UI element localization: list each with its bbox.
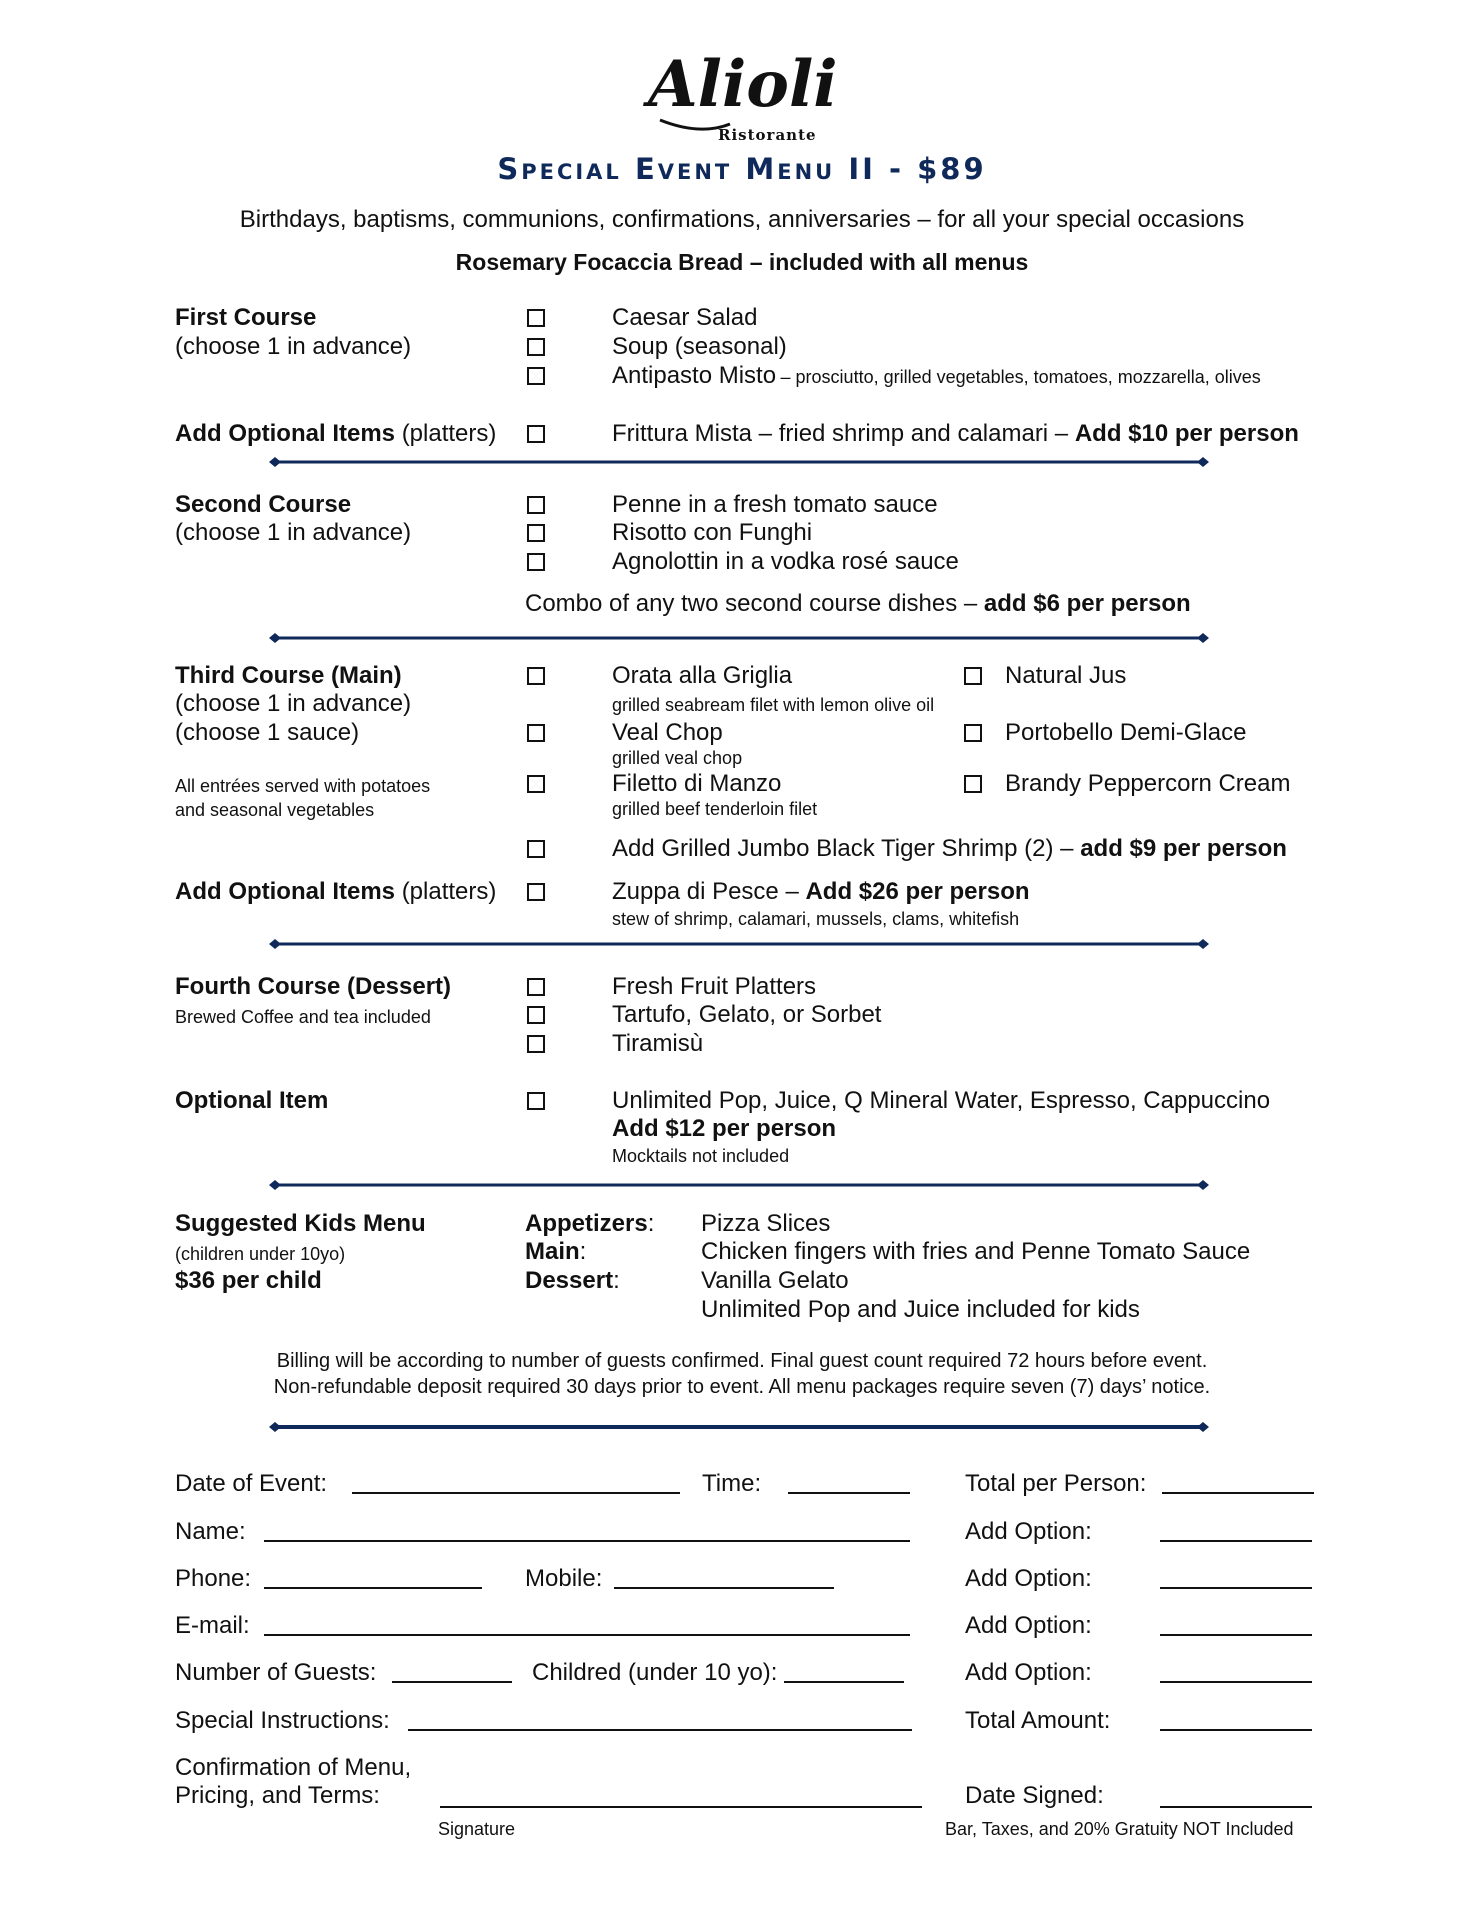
field-email[interactable] bbox=[264, 1634, 910, 1636]
field-add-option-4[interactable] bbox=[1160, 1681, 1312, 1683]
mocktails-note: Mocktails not included bbox=[612, 1146, 790, 1166]
label-email: E-mail: bbox=[175, 1612, 250, 1639]
first-course-note: (choose 1 in advance) bbox=[175, 333, 412, 360]
antipasto-description: – prosciutto, grilled vegetables, tomatoes, mozzarella, olives bbox=[780, 367, 1261, 387]
orata-description: grilled seabream filet with lemon olive oil bbox=[612, 695, 935, 715]
field-mobile[interactable] bbox=[614, 1587, 834, 1589]
checkbox-penne[interactable] bbox=[527, 496, 545, 514]
field-date-signed[interactable] bbox=[1160, 1806, 1312, 1808]
billing-note-1: Billing will be according to number of guests confirmed. Final guest count required 72 hours before event. bbox=[276, 1350, 1208, 1372]
field-signature[interactable] bbox=[440, 1806, 922, 1808]
third-optional-label: Add Optional Items (platters) bbox=[175, 878, 497, 905]
first-course-heading: First Course bbox=[175, 304, 317, 331]
section-divider bbox=[268, 1179, 1210, 1191]
item-tartufo: Tartufo, Gelato, or Sorbet bbox=[612, 1001, 882, 1028]
item-shrimp: Add Grilled Jumbo Black Tiger Shrimp (2) – add $9 per person bbox=[612, 835, 1287, 862]
checkbox-veal-chop[interactable] bbox=[527, 724, 545, 742]
field-date-of-event[interactable] bbox=[352, 1492, 680, 1494]
kids-label-appetizers: Appetizers: bbox=[525, 1210, 655, 1237]
item-soup: Soup (seasonal) bbox=[612, 333, 787, 360]
label-time: Time: bbox=[702, 1470, 762, 1497]
label-phone: Phone: bbox=[175, 1565, 252, 1592]
field-number-of-guests[interactable] bbox=[392, 1681, 512, 1683]
section-divider bbox=[268, 456, 1210, 468]
label-special-instructions: Special Instructions: bbox=[175, 1707, 390, 1734]
item-filetto: Filetto di Manzo bbox=[612, 770, 782, 797]
item-penne: Penne in a fresh tomato sauce bbox=[612, 491, 938, 518]
kids-value-dessert: Vanilla Gelato bbox=[701, 1267, 849, 1294]
optional-item-label: Optional Item bbox=[175, 1087, 329, 1114]
item-antipasto-misto: Antipasto Misto – prosciutto, grilled vegetables, tomatoes, mozzarella, olives bbox=[612, 362, 1261, 389]
field-time[interactable] bbox=[788, 1492, 910, 1494]
kids-menu-price: $36 per child bbox=[175, 1267, 322, 1294]
item-caesar-salad: Caesar Salad bbox=[612, 304, 758, 331]
checkbox-tartufo[interactable] bbox=[527, 1006, 545, 1024]
page-title: SPECIAL EVENT MENU II - $89 bbox=[497, 152, 987, 186]
label-mobile: Mobile: bbox=[525, 1565, 603, 1592]
logo-subtitle: Ristorante bbox=[718, 126, 817, 144]
label-add-option-1: Add Option: bbox=[965, 1518, 1092, 1545]
item-zuppa: Zuppa di Pesce – Add $26 per person bbox=[612, 878, 1030, 905]
checkbox-orata[interactable] bbox=[527, 667, 545, 685]
third-course-sauce-note: (choose 1 sauce) bbox=[175, 719, 360, 746]
footer-note: Bar, Taxes, and 20% Gratuity NOT Included bbox=[945, 1819, 1294, 1839]
kids-label-dessert: Dessert: bbox=[525, 1267, 620, 1294]
third-course-heading: Third Course (Main) bbox=[175, 662, 402, 689]
checkbox-agnolottin[interactable] bbox=[527, 553, 545, 571]
field-total-amount[interactable] bbox=[1160, 1729, 1312, 1731]
label-children: Childred (under 10 yo): bbox=[532, 1659, 778, 1686]
checkbox-natural-jus[interactable] bbox=[964, 667, 982, 685]
bread-note: Rosemary Focaccia Bread – included with all menus bbox=[455, 249, 1029, 275]
section-divider bbox=[268, 1421, 1210, 1433]
sauce-portobello: Portobello Demi-Glace bbox=[1005, 719, 1247, 746]
field-special-instructions[interactable] bbox=[408, 1729, 912, 1731]
drinks-price: Add $12 per person bbox=[612, 1115, 837, 1142]
label-number-of-guests: Number of Guests: bbox=[175, 1659, 377, 1686]
checkbox-brandy-peppercorn[interactable] bbox=[964, 775, 982, 793]
label-confirmation: Confirmation of Menu, bbox=[175, 1754, 412, 1781]
checkbox-fruit-platters[interactable] bbox=[527, 978, 545, 996]
second-course-note: (choose 1 in advance) bbox=[175, 519, 412, 546]
occasions-subtitle: Birthdays, baptisms, communions, confirmations, anniversaries – for all your special occasions bbox=[239, 206, 1245, 233]
field-name[interactable] bbox=[264, 1540, 910, 1542]
sauce-natural-jus: Natural Jus bbox=[1005, 662, 1127, 689]
label-total-per-person: Total per Person: bbox=[965, 1470, 1147, 1497]
entree-served-note-2: and seasonal vegetables bbox=[175, 800, 375, 820]
fourth-course-note: Brewed Coffee and tea included bbox=[175, 1007, 431, 1027]
kids-label-main: Main: bbox=[525, 1238, 587, 1265]
item-frittura-mista: Frittura Mista – fried shrimp and calamari – Add $10 per person bbox=[612, 420, 1299, 447]
field-add-option-3[interactable] bbox=[1160, 1634, 1312, 1636]
kids-menu-note: (children under 10yo) bbox=[175, 1244, 346, 1264]
label-add-option-2: Add Option: bbox=[965, 1565, 1092, 1592]
item-agnolottin: Agnolottin in a vodka rosé sauce bbox=[612, 548, 959, 575]
field-phone[interactable] bbox=[264, 1587, 482, 1589]
section-divider bbox=[268, 632, 1210, 644]
billing-note-2: Non-refundable deposit required 30 days prior to event. All menu packages require seven (7) days’ notice. bbox=[273, 1376, 1211, 1398]
item-fruit-platters: Fresh Fruit Platters bbox=[612, 973, 817, 1000]
item-orata: Orata alla Griglia bbox=[612, 662, 793, 689]
sauce-brandy-peppercorn: Brandy Peppercorn Cream bbox=[1005, 770, 1291, 797]
entree-served-note: All entrées served with potatoes bbox=[175, 776, 431, 796]
section-divider bbox=[268, 938, 1210, 950]
kids-menu-heading: Suggested Kids Menu bbox=[175, 1210, 426, 1237]
kids-extra: Unlimited Pop and Juice included for kids bbox=[701, 1296, 1140, 1323]
checkbox-unlimited-drinks[interactable] bbox=[527, 1092, 545, 1110]
checkbox-tiramisu[interactable] bbox=[527, 1035, 545, 1053]
filetto-description: grilled beef tenderloin filet bbox=[612, 799, 818, 819]
checkbox-antipasto-misto[interactable] bbox=[527, 367, 545, 385]
checkbox-zuppa[interactable] bbox=[527, 883, 545, 901]
label-add-option-4: Add Option: bbox=[965, 1659, 1092, 1686]
logo-wordmark: Alioli bbox=[648, 47, 838, 122]
field-add-option-1[interactable] bbox=[1160, 1540, 1312, 1542]
kids-value-appetizers: Pizza Slices bbox=[701, 1210, 831, 1237]
label-name: Name: bbox=[175, 1518, 246, 1545]
third-course-note: (choose 1 in advance) bbox=[175, 690, 412, 717]
item-veal-chop: Veal Chop bbox=[612, 719, 723, 746]
second-course-heading: Second Course bbox=[175, 491, 352, 518]
checkbox-risotto[interactable] bbox=[527, 524, 545, 542]
checkbox-frittura-mista[interactable] bbox=[527, 425, 545, 443]
item-tiramisu: Tiramisù bbox=[612, 1030, 704, 1057]
checkbox-soup[interactable] bbox=[527, 338, 545, 356]
signature-caption: Signature bbox=[438, 1819, 516, 1839]
checkbox-shrimp[interactable] bbox=[527, 840, 545, 858]
zuppa-description: stew of shrimp, calamari, mussels, clams, whitefish bbox=[612, 909, 1020, 929]
second-combo-note: Combo of any two second course dishes – add $6 per person bbox=[525, 590, 1191, 617]
checkbox-filetto[interactable] bbox=[527, 775, 545, 793]
checkbox-caesar-salad[interactable] bbox=[527, 309, 545, 327]
field-children[interactable] bbox=[784, 1681, 904, 1683]
field-total-per-person[interactable] bbox=[1162, 1492, 1314, 1494]
label-add-option-3: Add Option: bbox=[965, 1612, 1092, 1639]
label-confirmation-2: Pricing, and Terms: bbox=[175, 1782, 380, 1809]
item-unlimited-drinks: Unlimited Pop, Juice, Q Mineral Water, Espresso, Cappuccino bbox=[612, 1087, 1271, 1114]
label-date-of-event: Date of Event: bbox=[175, 1470, 328, 1497]
label-date-signed: Date Signed: bbox=[965, 1782, 1104, 1809]
kids-value-main: Chicken fingers with fries and Penne Tomato Sauce bbox=[701, 1238, 1251, 1265]
veal-chop-description: grilled veal chop bbox=[612, 748, 743, 768]
alioli-logo bbox=[640, 40, 850, 150]
field-add-option-2[interactable] bbox=[1160, 1587, 1312, 1589]
checkbox-portobello[interactable] bbox=[964, 724, 982, 742]
first-optional-label: Add Optional Items (platters) bbox=[175, 420, 497, 447]
label-total-amount: Total Amount: bbox=[965, 1707, 1111, 1734]
item-risotto: Risotto con Funghi bbox=[612, 519, 813, 546]
fourth-course-heading: Fourth Course (Dessert) bbox=[175, 973, 452, 1000]
